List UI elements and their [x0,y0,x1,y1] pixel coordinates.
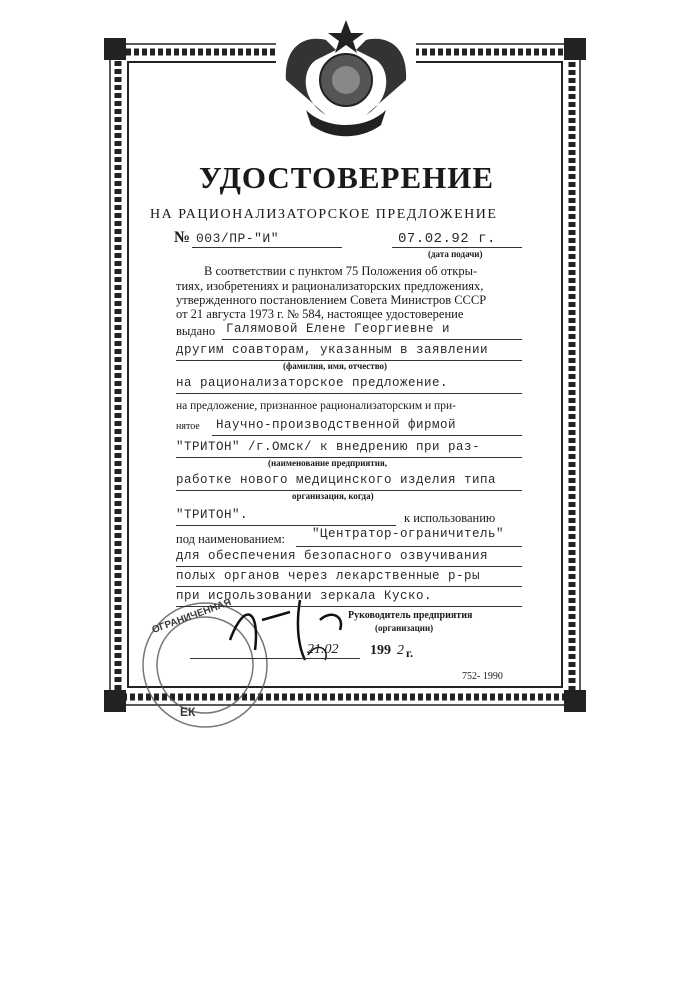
org-caption: организация, когда) [292,491,374,501]
certificate-subtitle: НА РАЦИОНАЛИЗАТОРСКОЕ ПРЕДЛОЖЕНИЕ [150,207,498,222]
head-label: Руководитель предприятия [348,610,473,621]
certificate-title: УДОСТОВЕРЕНИЕ [198,160,495,195]
date-underline-signature [190,658,360,659]
use-label: к использованию [404,511,496,525]
recognized-line: на предложение, признанное рационализаторским и при- [176,400,456,412]
issued-to-label: выдано [176,324,216,338]
intro-line-2: тиях, изобретениях и рационализаторских предложениях, [176,279,484,293]
product-underline [176,525,396,526]
proposal-underline [176,393,522,394]
year-suffix: г. [406,646,414,660]
name-caption: (фамилия, имя, отчество) [283,361,388,371]
stamp-text: ОГРАНИЧЕННАЯ [150,597,233,636]
number-underline [192,247,342,248]
stamp-text-bottom: ЕК [180,705,196,719]
purpose-underline-1 [176,566,522,567]
name-label: под наименованием: [176,532,285,546]
year-prefix: 199 [370,643,391,658]
purpose-value-2: полых органов через лекарственные р-ры [176,569,481,583]
accepted-value-3: работке нового медицинского изделия типа [176,473,497,487]
accepted-value-2: "ТРИТОН" /г.Омск/ к внедрению при раз- [176,440,481,454]
name-underline [296,546,522,547]
state-emblem [276,20,416,136]
enterprise-caption: (наименование предприятия, [268,458,388,468]
number-prefix: № [174,229,191,246]
accepted-label: нятое [176,421,200,432]
issued-to-underline-1 [222,339,522,340]
issued-to-value-2: другим соавторам, указанным в заявлении [176,343,489,357]
name-value: "Центратор-ограничитель" [312,527,505,541]
signature-date: 21.02 [307,642,339,657]
form-code: 752- 1990 [462,671,503,682]
product-value: "ТРИТОН". [176,508,249,522]
purpose-value-1: для обеспечения безопасного озвучивания [176,549,489,563]
corner-ornaments [104,38,586,712]
proposal-value: на рационализаторское предложение. [176,376,449,390]
date-underline [392,247,522,248]
intro-line-1: В соответствии с пунктом 75 Положения об откры- [204,264,478,278]
issued-to-value-1: Галямовой Елене Георгиевне и [226,322,451,336]
head-caption: (организации) [375,623,434,633]
purpose-underline-2 [176,586,522,587]
year-digit: 2 [397,643,404,658]
filing-date-label: (дата подачи) [428,249,483,259]
number-value: 003/ПР-"И" [196,231,280,246]
intro-line-4: от 21 августа 1973 г. № 584, настоящее удостоверение [176,307,464,321]
filing-date-value: 07.02.92 г. [398,231,496,247]
accepted-underline-1 [212,435,522,436]
intro-line-3: утвержденного постановлением Совета Министров СССР [176,293,487,307]
accepted-value-1: Научно-производственной фирмой [216,418,457,432]
purpose-value-3: при использовании зеркала Куско. [176,589,433,603]
